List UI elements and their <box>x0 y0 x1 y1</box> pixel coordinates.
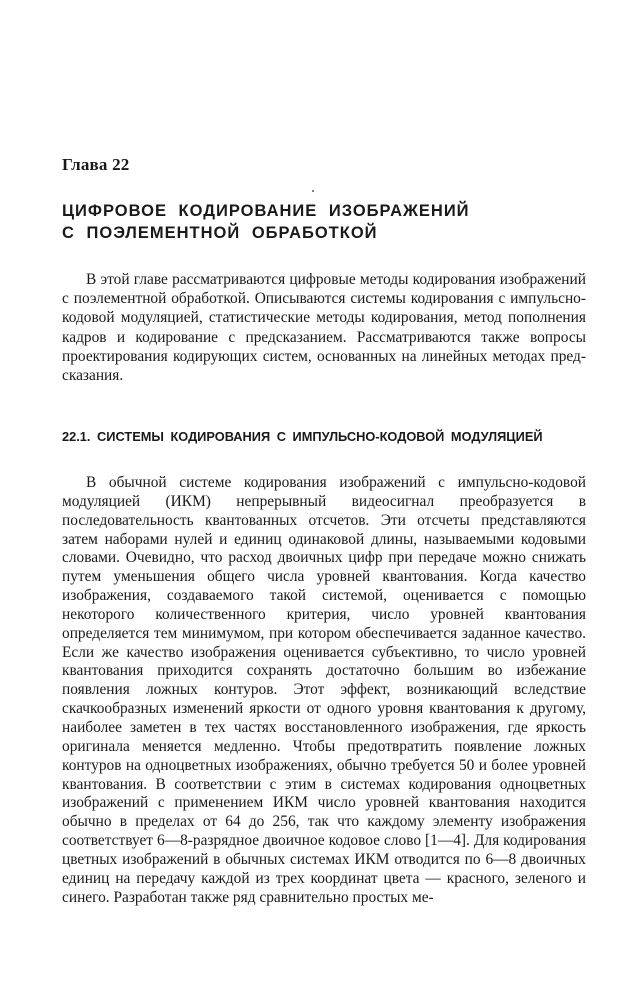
chapter-label: Глава 22 <box>62 155 130 174</box>
section-heading: 22.1. СИСТЕМЫ КОДИРОВАНИЯ С ИМПУЛЬСНО-КОДОВОЙ МОДУЛЯЦИЕЙ <box>62 429 543 444</box>
chapter-title-line-2: С ПОЭЛЕМЕНТНОЙ ОБРАБОТКОЙ <box>62 224 378 242</box>
intro-paragraph: В этой главе рассматриваются цифровые методы кодирования изображений с поэлементной обработкой. Описываются системы кодирования с импульсно-кодовой модуляцией, статистические методы кодирования, метод пополнения кадров и кодирование с предсказанием. Рассматриваются также вопросы проектирования кодирующих систем, основанных на линейных методах предсказания. <box>62 271 586 385</box>
chapter-title-line-1: ЦИФРОВОЕ КОДИРОВАНИЕ ИЗОБРАЖЕНИЙ <box>62 202 470 220</box>
print-speck <box>312 190 314 192</box>
chapter-title <box>62 200 470 244</box>
section-body-paragraph: В обычной системе кодирования изображений с импульсно-кодовой модуляцией (ИКМ) непрерывный видеосигнал преобразуется в последовательность квантованных отсчетов. Эти отсчеты представляются затем наборами нулей и единиц одинаковой длины, называемыми кодовыми словами. Очевидно, что расход двоичных цифр при передаче можно снижать путем уменьшения общего числа уровней квантования. Когда качество изображения, создаваемого такой системой, оценивается с помощью некоторого количественного критерия, число уровней квантования определяется тем минимумом, при котором обеспечивается заданное качество. Если же качество изображения оценивается субъективно, то число уровней квантования приходится сохранять достаточно большим во избежание появления ложных контуров. Этот эффект, возникающий вследствие скачкообразных изменений яркости от одного уровня квантования к другому, наиболее заметен в тех частях восстановленного изображения, где яркость оригинала меняется медленно. Чтобы предотвратить появление ложных контуров на одноцветных изображениях, обычно требуется 50 и более уровней квантования. В соответствии с этим в системах кодирования одноцветных изображений с применением ИКМ число уровней квантования находится обычно в пределах от 64 до 256, так что каждому элементу изображения соответствует 6—8-разрядное двоичное кодовое слово [1—4]. Для кодирования цветных изображений в обычных системах ИКМ отводится по 6—8 двоичных единиц на передачу каждой из трех координат цвета — красного, зеленого и синего. Разработан также ряд сравнительно простых ме- <box>62 474 586 906</box>
